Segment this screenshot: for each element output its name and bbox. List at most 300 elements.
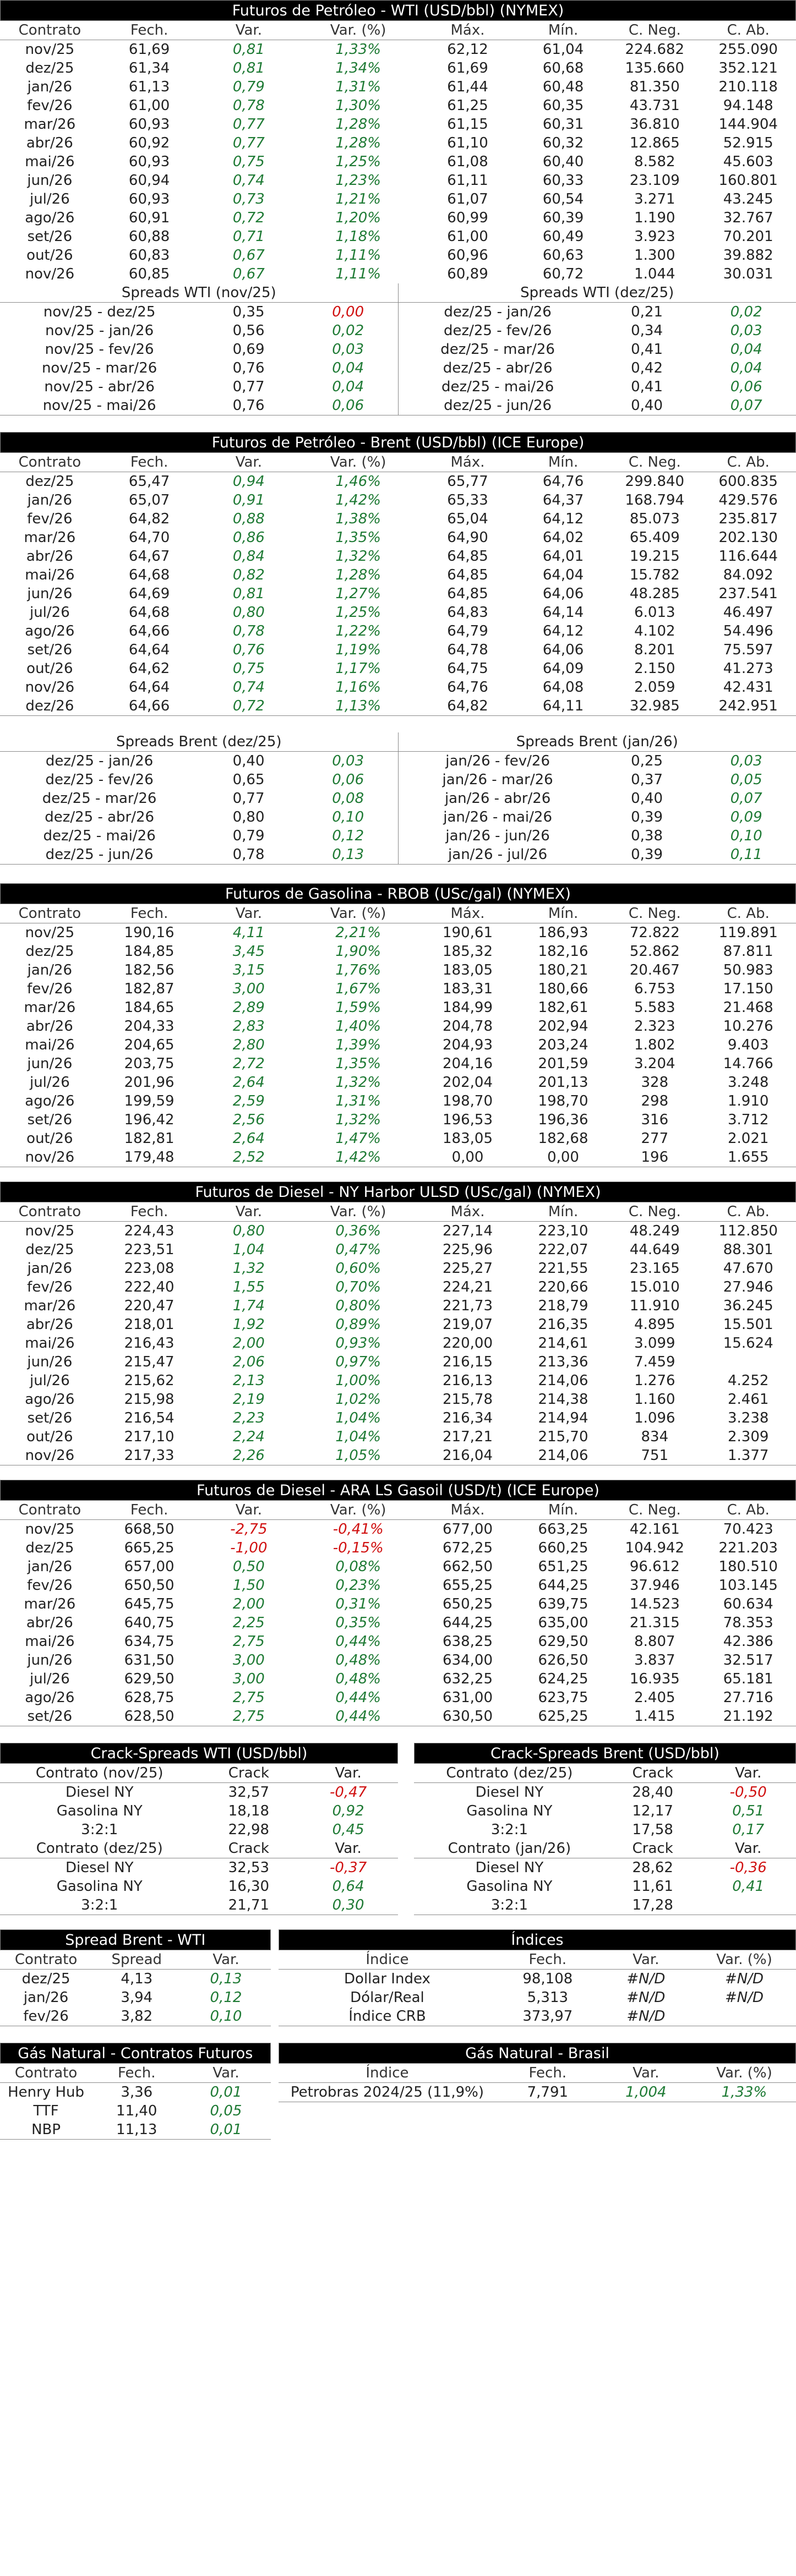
table-row <box>414 1858 796 1878</box>
open-interest-cell: 160.801 <box>718 172 778 189</box>
low-cell: 60,68 <box>542 60 584 76</box>
table-row <box>0 1428 796 1446</box>
gas-futures <box>0 2043 271 2140</box>
change-cell: 1,32 <box>232 1260 265 1277</box>
table-row <box>0 566 796 584</box>
crack-change-cell: -0,50 <box>729 1784 767 1801</box>
change-cell: 2,00 <box>232 1596 265 1612</box>
contract-cell: out/26 <box>26 660 73 677</box>
volume-cell: 16.935 <box>629 1671 680 1687</box>
volume-cell: 37.946 <box>629 1577 680 1594</box>
change-cell: 2,00 <box>232 1335 265 1352</box>
open-interest-cell: 14.766 <box>723 1055 773 1072</box>
change-pct-cell: 1,32% <box>335 548 381 565</box>
close-cell: 65,47 <box>128 473 170 490</box>
column-header: Var. (%) <box>693 1950 796 1970</box>
table-row <box>0 827 398 845</box>
table-row <box>279 1988 796 2007</box>
change-cell: 2,56 <box>232 1112 265 1128</box>
spread-name-cell: dez/25 - abr/26 <box>45 809 155 825</box>
close-cell: 60,91 <box>128 210 170 226</box>
open-interest-cell: 52.915 <box>723 135 773 151</box>
contract-cell: dez/25 <box>25 60 74 76</box>
crack-change-cell: 0,51 <box>732 1803 765 1819</box>
contract-cell: fev/26 <box>27 1279 73 1295</box>
table-row <box>0 845 398 864</box>
volume-cell: 1.096 <box>634 1410 675 1426</box>
open-interest-cell: 21.192 <box>723 1708 773 1725</box>
contract-cell: ago/26 <box>25 1689 75 1706</box>
open-interest-cell: 17.150 <box>723 981 773 997</box>
high-cell: 183,05 <box>443 1130 493 1147</box>
open-interest-cell: 3.712 <box>728 1112 769 1128</box>
name-cell: Índice CRB <box>348 2008 426 2025</box>
change-pct-cell: 1,11% <box>335 247 381 264</box>
table-row <box>0 547 796 566</box>
low-cell: 64,09 <box>542 660 584 677</box>
table-row <box>399 359 796 378</box>
column-header: Contrato <box>0 453 100 472</box>
wti-spreads-left-table <box>0 303 398 415</box>
spread-change-cell: 0,04 <box>730 341 762 358</box>
volume-cell: 1.300 <box>634 247 675 264</box>
table-row <box>399 321 796 340</box>
volume-cell: 21.315 <box>629 1615 680 1631</box>
wti-section <box>0 0 796 415</box>
open-interest-cell: 42.431 <box>723 679 773 696</box>
change-pct-cell: 1,42% <box>335 1149 381 1166</box>
column-header: Contrato <box>0 1501 100 1520</box>
low-cell: 214,38 <box>538 1391 588 1408</box>
open-interest-cell: 42.386 <box>723 1633 773 1650</box>
open-interest-cell: 221.203 <box>718 1540 778 1556</box>
spread-brent-wti-title: Spread Brent - WTI <box>0 1929 271 1950</box>
contract-cell: mai/26 <box>25 1335 75 1352</box>
low-cell: 64,06 <box>542 642 584 658</box>
high-cell: 634,00 <box>443 1652 493 1669</box>
column-header: Mín. <box>517 1202 609 1222</box>
change-pct-cell: 0,23% <box>335 1577 381 1594</box>
change-cell: 0,75 <box>232 660 265 677</box>
change-cell: 2,83 <box>232 1018 265 1035</box>
gap <box>0 415 796 432</box>
close-cell: 190,16 <box>124 925 175 941</box>
table-row <box>0 1820 398 1839</box>
value-cell: 98,108 <box>522 1971 573 1987</box>
crack-name-cell: 3:2:1 <box>490 1822 528 1838</box>
table-row <box>0 998 796 1017</box>
volume-cell: 751 <box>641 1447 669 1464</box>
spread-change-cell: 0,09 <box>730 809 762 825</box>
table-row <box>0 2102 271 2120</box>
change-cell: 0,67 <box>232 247 265 264</box>
open-interest-cell: 54.496 <box>723 623 773 639</box>
contract-cell: dez/26 <box>25 698 74 714</box>
contract-cell: ago/26 <box>25 623 75 639</box>
wti-spreads-left <box>0 283 398 415</box>
high-cell: 64,79 <box>447 623 488 639</box>
volume-cell: 32.985 <box>629 698 680 714</box>
volume-cell: 23.109 <box>629 172 680 189</box>
change-cell: 0,80 <box>232 1223 265 1239</box>
low-cell: 222,07 <box>538 1241 588 1258</box>
value-cell: 3,94 <box>121 1989 153 2006</box>
low-cell: 60,63 <box>542 247 584 264</box>
column-header: Var. <box>298 1839 398 1858</box>
crack-value-cell: 17,58 <box>632 1822 673 1838</box>
low-cell: 213,36 <box>538 1354 588 1370</box>
table-row <box>0 1278 796 1297</box>
value-cell: 11,40 <box>116 2103 157 2119</box>
change-pct-cell: 1,27% <box>335 586 381 602</box>
open-interest-cell: 210.118 <box>718 79 778 95</box>
volume-cell: 8.201 <box>634 642 675 658</box>
table-row <box>0 1240 796 1259</box>
table-row <box>0 227 796 246</box>
wti-spreads-right-title: Spreads WTI (dez/25) <box>399 283 796 303</box>
low-cell: 202,94 <box>538 1018 588 1035</box>
value-cell: 0,05 <box>210 2103 242 2119</box>
contract-cell: mai/26 <box>25 1633 75 1650</box>
close-cell: 60,93 <box>128 116 170 133</box>
table-row <box>279 2083 796 2102</box>
change-pct-cell: 1,39% <box>335 1037 381 1053</box>
high-cell: 204,93 <box>443 1037 493 1053</box>
open-interest-cell: 36.245 <box>723 1298 773 1314</box>
low-cell: 196,36 <box>538 1112 588 1128</box>
spread-name-cell: jan/26 - mai/26 <box>443 809 552 825</box>
contract-cell: mar/26 <box>24 1596 76 1612</box>
value-cell: #N/D <box>724 1989 764 2006</box>
column-header: Fech. <box>100 1501 199 1520</box>
value-cell: 7,791 <box>527 2084 569 2101</box>
table-row <box>0 1036 796 1054</box>
gap <box>0 1167 796 1182</box>
ulsd-table <box>0 1202 796 1465</box>
crack-change-cell: 0,30 <box>332 1897 364 1913</box>
close-cell: 217,33 <box>124 1447 175 1464</box>
change-cell: 2,64 <box>232 1074 265 1091</box>
brent-spreads-left-title: Spreads Brent (dez/25) <box>0 732 398 752</box>
change-cell: 4,11 <box>232 925 265 941</box>
column-header: Contrato <box>0 2064 92 2083</box>
close-cell: 203,75 <box>124 1055 175 1072</box>
crack-change-cell <box>700 1896 796 1915</box>
change-pct-cell: 0,97% <box>335 1354 381 1370</box>
crack-name-cell: Gasolina NY <box>56 1878 143 1895</box>
spread-value-cell: 0,76 <box>232 360 265 376</box>
low-cell: 64,08 <box>542 679 584 696</box>
column-header: C. Ab. <box>700 1202 796 1222</box>
open-interest-cell: 15.624 <box>723 1335 773 1352</box>
change-pct-cell: 1,46% <box>335 473 381 490</box>
column-header: Var. <box>199 1501 299 1520</box>
volume-cell: 48.249 <box>629 1223 680 1239</box>
column-header: Var. (%) <box>298 1202 418 1222</box>
column-header: Máx. <box>418 1202 517 1222</box>
high-cell: 61,07 <box>447 191 488 207</box>
close-cell: 60,93 <box>128 191 170 207</box>
volume-cell: 1.160 <box>634 1391 675 1408</box>
close-cell: 657,00 <box>124 1558 175 1575</box>
volume-cell: 36.810 <box>629 116 680 133</box>
change-cell: 1,04 <box>232 1241 265 1258</box>
table-row <box>0 510 796 528</box>
value-cell: 3,36 <box>121 2084 153 2101</box>
spread-change-cell: 0,00 <box>332 304 364 320</box>
spread-change-cell: 0,08 <box>332 790 364 807</box>
high-cell: 632,25 <box>443 1671 493 1687</box>
close-cell: 628,75 <box>124 1689 175 1706</box>
volume-cell: 4.895 <box>634 1316 675 1333</box>
crack-name-cell: Diesel NY <box>475 1859 544 1876</box>
change-pct-cell: -0,15% <box>332 1540 384 1556</box>
spread-value-cell: 0,77 <box>232 790 265 807</box>
contract-cell: fev/26 <box>27 981 73 997</box>
change-cell: 3,00 <box>232 981 265 997</box>
change-pct-cell: 1,11% <box>335 266 381 282</box>
close-cell: 179,48 <box>124 1149 175 1166</box>
contract-cell: set/26 <box>27 228 73 245</box>
high-cell: 185,32 <box>443 943 493 960</box>
close-cell: 64,68 <box>128 604 170 621</box>
open-interest-cell: 429.576 <box>718 492 778 508</box>
column-header: C. Ab. <box>700 904 796 923</box>
high-cell: 215,78 <box>443 1391 493 1408</box>
brent-spreads-right-title: Spreads Brent (jan/26) <box>399 732 796 752</box>
wti-spreads-right-table <box>399 303 796 415</box>
contract-cell: mai/26 <box>25 567 75 583</box>
contract-cell: mar/26 <box>24 1298 76 1314</box>
close-cell: 61,00 <box>128 97 170 114</box>
open-interest-cell: 4.252 <box>728 1372 769 1389</box>
contract-cell: out/26 <box>26 1429 73 1445</box>
change-pct-cell: 1,35% <box>335 1055 381 1072</box>
spread-change-cell: 0,03 <box>332 753 364 769</box>
name-cell: Dólar/Real <box>350 1989 424 2006</box>
block-header-row <box>414 1764 796 1783</box>
table-row <box>414 1783 796 1802</box>
volume-cell: 11.910 <box>629 1298 680 1314</box>
wti-spreads-left-title: Spreads WTI (nov/25) <box>0 283 398 303</box>
change-cell: 1,50 <box>232 1577 265 1594</box>
contract-cell: nov/26 <box>25 266 75 282</box>
change-pct-cell: 0,93% <box>335 1335 381 1352</box>
gap <box>0 716 796 732</box>
change-cell: 0,91 <box>232 492 265 508</box>
spread-name-cell: dez/25 - jun/26 <box>45 846 154 863</box>
value-cell: #N/D <box>626 1989 666 2006</box>
high-cell: 65,33 <box>447 492 488 508</box>
rbob-section <box>0 883 796 1167</box>
gap <box>0 1465 796 1480</box>
high-cell: 65,04 <box>447 511 488 527</box>
volume-cell: 4.102 <box>634 623 675 639</box>
column-header: Var. (%) <box>298 21 418 40</box>
open-interest-cell: 84.092 <box>723 567 773 583</box>
crack-wti-table <box>0 1764 398 1915</box>
table-row <box>0 1092 796 1111</box>
contract-cell: jun/26 <box>27 172 73 189</box>
volume-cell: 2.059 <box>634 679 675 696</box>
open-interest-cell: 2.021 <box>728 1130 769 1147</box>
close-cell: 64,70 <box>128 529 170 546</box>
open-interest-cell <box>700 1353 796 1371</box>
value-cell: #N/D <box>626 1971 666 1987</box>
table-row <box>0 1877 398 1896</box>
change-cell: 0,77 <box>232 135 265 151</box>
column-header: Máx. <box>418 21 517 40</box>
contract-cell: jul/26 <box>29 604 70 621</box>
column-header: Máx. <box>418 453 517 472</box>
low-cell: 60,39 <box>542 210 584 226</box>
high-cell: 662,50 <box>443 1558 493 1575</box>
table-row <box>0 1670 796 1688</box>
open-interest-cell: 78.353 <box>723 1615 773 1631</box>
contract-cell: ago/26 <box>25 210 75 226</box>
high-cell: 61,25 <box>447 97 488 114</box>
contract-cell: jan/26 <box>27 492 73 508</box>
column-header: Máx. <box>418 1501 517 1520</box>
column-header: C. Neg. <box>609 1202 700 1222</box>
volume-cell: 3.204 <box>634 1055 675 1072</box>
low-cell: 214,06 <box>538 1447 588 1464</box>
contract-cell: nov/26 <box>25 1149 75 1166</box>
table-row <box>0 752 398 770</box>
close-cell: 215,47 <box>124 1354 175 1370</box>
change-pct-cell: 0,36% <box>335 1223 381 1239</box>
block-label: Contrato (dez/25) <box>0 1839 199 1858</box>
spread-brent-wti <box>0 1929 271 2026</box>
volume-cell: 8.582 <box>634 154 675 170</box>
spread-name-cell: nov/25 - jan/26 <box>45 322 154 339</box>
table-row <box>0 265 796 283</box>
high-cell: 225,96 <box>443 1241 493 1258</box>
low-cell: 660,25 <box>538 1540 588 1556</box>
change-cell: 0,88 <box>232 511 265 527</box>
change-cell: 0,72 <box>232 210 265 226</box>
close-cell: 640,75 <box>124 1615 175 1631</box>
brent-spreads-left <box>0 732 398 864</box>
change-cell: 0,67 <box>232 266 265 282</box>
gas-futures-table <box>0 2064 271 2139</box>
open-interest-cell: 88.301 <box>723 1241 773 1258</box>
open-interest-cell: 41.273 <box>723 660 773 677</box>
high-cell: 630,50 <box>443 1708 493 1725</box>
change-pct-cell: 1,90% <box>335 943 381 960</box>
low-cell: 60,31 <box>542 116 584 133</box>
volume-cell: 14.523 <box>629 1596 680 1612</box>
high-cell: 224,21 <box>443 1279 493 1295</box>
column-header: C. Neg. <box>609 453 700 472</box>
change-pct-cell: 1,21% <box>335 191 381 207</box>
crack-change-cell: -0,37 <box>329 1859 367 1876</box>
change-cell: 0,77 <box>232 116 265 133</box>
low-cell: 214,06 <box>538 1372 588 1389</box>
high-cell: 225,27 <box>443 1260 493 1277</box>
low-cell: 180,66 <box>538 981 588 997</box>
change-cell: 2,80 <box>232 1037 265 1053</box>
crack-change-cell: 0,41 <box>732 1878 765 1895</box>
contract-cell: abr/26 <box>26 135 73 151</box>
contract-cell: jan/26 <box>27 1558 73 1575</box>
spread-value-cell: 0,25 <box>631 753 663 769</box>
crack-value-cell: 22,98 <box>228 1822 270 1838</box>
table-row <box>0 1783 398 1802</box>
change-pct-cell: 1,59% <box>335 999 381 1016</box>
low-cell: 644,25 <box>538 1577 588 1594</box>
change-pct-cell: 0,44% <box>335 1689 381 1706</box>
change-pct-cell: 1,18% <box>335 228 381 245</box>
spread-value-cell: 0,80 <box>232 809 265 825</box>
column-header: C. Ab. <box>700 453 796 472</box>
column-header: Contrato <box>0 904 100 923</box>
open-interest-cell: 352.121 <box>718 60 778 76</box>
change-cell: 1,55 <box>232 1279 265 1295</box>
volume-cell: 42.161 <box>629 1521 680 1538</box>
table-row <box>0 1390 796 1409</box>
table-row <box>0 303 398 321</box>
spread-name-cell: jan/26 - jun/26 <box>445 828 550 844</box>
table-row <box>0 378 398 396</box>
crack-section <box>0 1743 796 1915</box>
spread-change-cell: 0,07 <box>730 397 762 414</box>
table-row <box>0 1576 796 1595</box>
volume-cell: 3.837 <box>634 1652 675 1669</box>
crack-name-cell: 3:2:1 <box>490 1897 528 1913</box>
table-row <box>0 808 398 827</box>
table-row <box>414 1877 796 1896</box>
contract-cell: jul/26 <box>29 191 70 207</box>
change-cell: 0,86 <box>232 529 265 546</box>
spread-value-cell: 0,39 <box>631 846 663 863</box>
open-interest-cell: 27.946 <box>723 1279 773 1295</box>
low-cell: 626,50 <box>538 1652 588 1669</box>
spread-value-cell: 0,40 <box>631 397 663 414</box>
value-cell: 5,313 <box>527 1989 569 2006</box>
brent-spreads-right <box>398 732 796 864</box>
crack-value-cell: 28,62 <box>632 1859 673 1876</box>
table-row <box>0 584 796 603</box>
value-cell: 0,13 <box>210 1971 242 1987</box>
spread-name-cell: dez/25 - mai/26 <box>441 379 554 395</box>
volume-cell: 224.682 <box>625 41 685 58</box>
volume-cell: 2.405 <box>634 1689 675 1706</box>
close-cell: 204,33 <box>124 1018 175 1035</box>
low-cell: 639,75 <box>538 1596 588 1612</box>
crack-name-cell: Diesel NY <box>65 1784 134 1801</box>
spread-change-cell: 0,06 <box>332 772 364 788</box>
low-cell: 629,50 <box>538 1633 588 1650</box>
open-interest-cell: 1.910 <box>728 1093 769 1109</box>
close-cell: 60,85 <box>128 266 170 282</box>
low-cell: 663,25 <box>538 1521 588 1538</box>
contract-cell: jul/26 <box>29 1372 70 1389</box>
low-cell: 623,75 <box>538 1689 588 1706</box>
high-cell: 631,00 <box>443 1689 493 1706</box>
open-interest-cell: 202.130 <box>718 529 778 546</box>
high-cell: 61,11 <box>447 172 488 189</box>
change-cell: 2,72 <box>232 1055 265 1072</box>
close-cell: 61,34 <box>128 60 170 76</box>
close-cell: 64,66 <box>128 698 170 714</box>
spread-change-cell: 0,10 <box>730 828 762 844</box>
change-pct-cell: 0,80% <box>335 1298 381 1314</box>
low-cell: 64,04 <box>542 567 584 583</box>
change-cell: 0,71 <box>232 228 265 245</box>
contract-cell: mai/26 <box>25 154 75 170</box>
change-cell: 3,00 <box>232 1652 265 1669</box>
